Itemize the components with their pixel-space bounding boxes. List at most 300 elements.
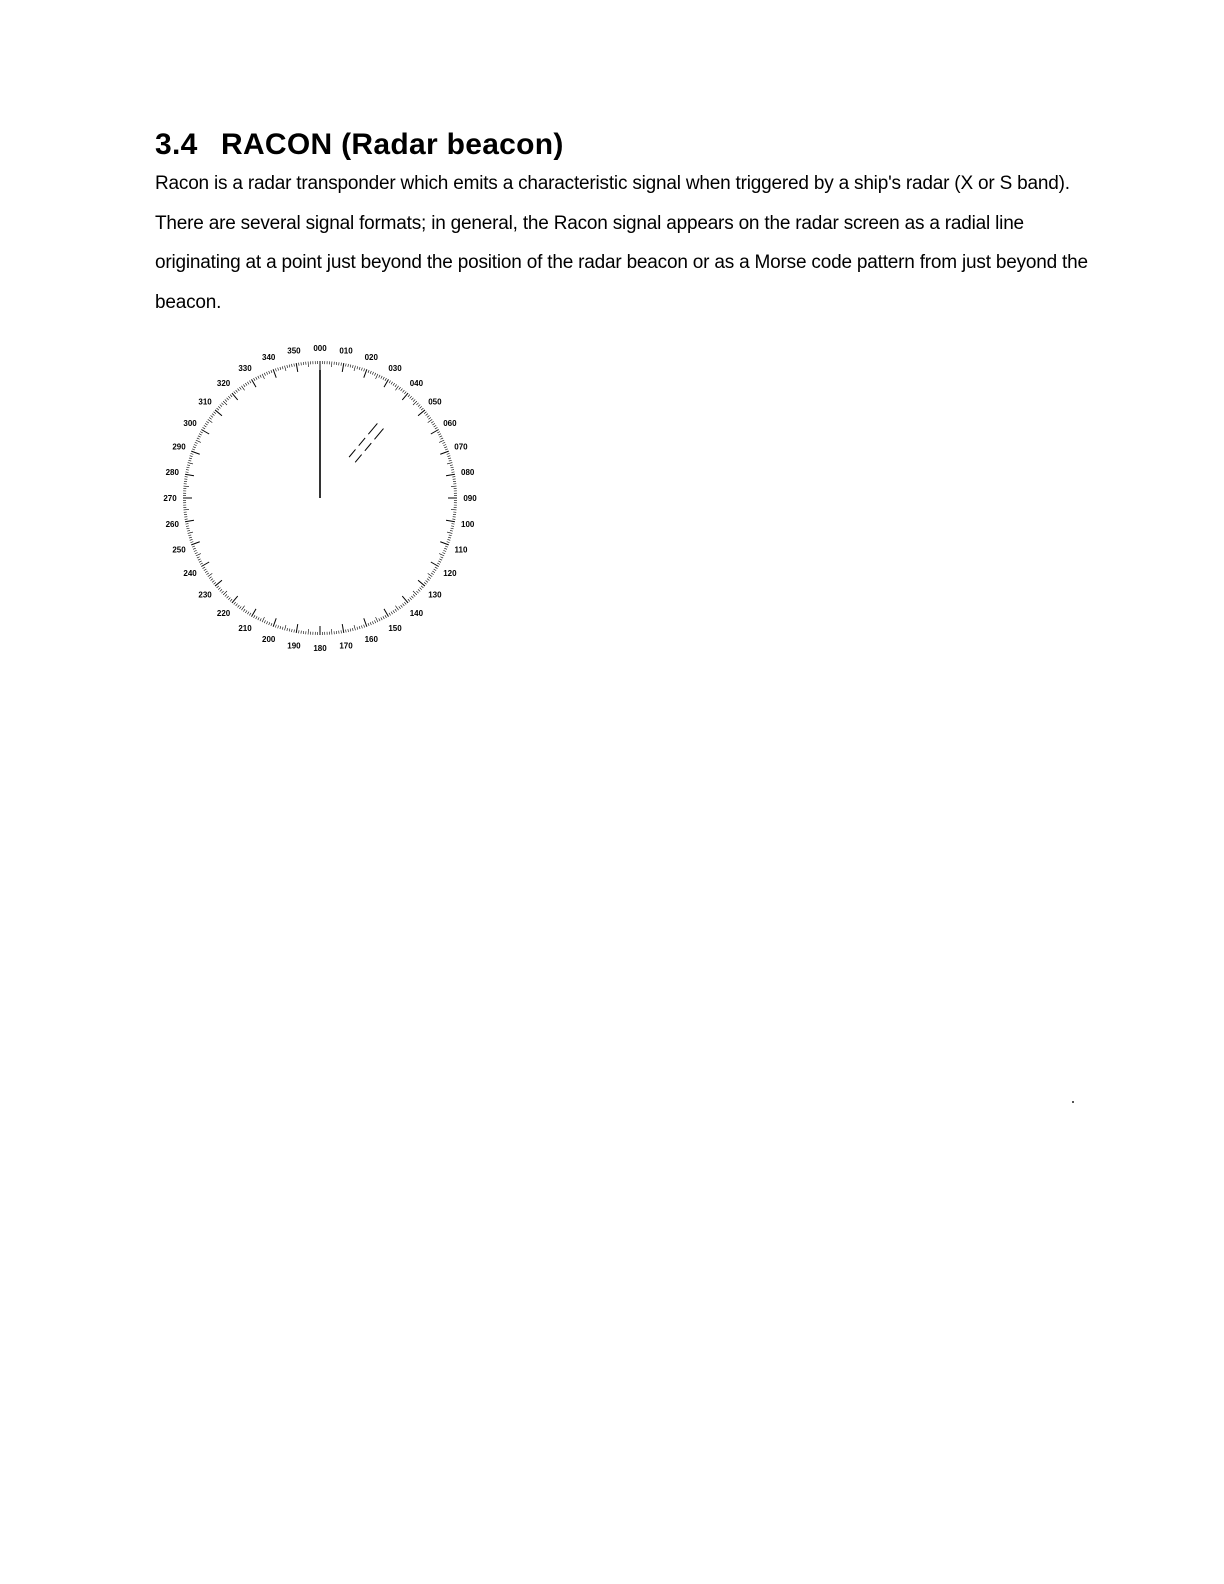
bearing-tick xyxy=(223,591,227,595)
bearing-tick xyxy=(249,381,251,384)
bearing-tick xyxy=(447,456,450,457)
bearing-tick xyxy=(450,465,453,466)
bearing-tick xyxy=(361,625,362,628)
bearing-tick xyxy=(354,625,355,630)
bearing-tick xyxy=(416,403,418,405)
bearing-tick xyxy=(273,618,276,626)
bearing-tick xyxy=(408,599,410,601)
bearing-tick xyxy=(432,571,435,573)
bearing-tick xyxy=(352,365,353,368)
bearing-tick xyxy=(384,379,389,387)
bearing-tick xyxy=(227,596,229,598)
bearing-tick xyxy=(187,528,190,529)
bearing-tick xyxy=(190,456,193,457)
bearing-tick xyxy=(428,577,430,579)
bearing-label: 290 xyxy=(172,442,186,452)
bearing-label: 180 xyxy=(313,644,327,653)
bearing-tick xyxy=(424,412,426,414)
bearing-label: 190 xyxy=(287,641,301,651)
bearing-tick xyxy=(357,627,358,630)
bearing-tick xyxy=(256,377,257,380)
bearing-tick xyxy=(395,609,397,611)
bearing-label: 130 xyxy=(428,590,442,600)
bearing-tick xyxy=(232,596,238,603)
bearing-tick xyxy=(280,367,281,370)
bearing-tick xyxy=(424,582,426,584)
bearing-label: 080 xyxy=(461,467,475,477)
bearing-tick xyxy=(249,613,251,616)
bearing-tick xyxy=(271,370,272,373)
bearing-tick xyxy=(444,447,447,448)
bearing-label: 340 xyxy=(262,353,276,363)
bearing-tick xyxy=(368,370,369,373)
bearing-tick xyxy=(186,526,189,527)
bearing-tick xyxy=(234,602,236,604)
bearing-tick xyxy=(381,617,382,620)
bearing-label: 040 xyxy=(409,379,424,389)
bearing-tick xyxy=(188,535,191,536)
bearing-tick xyxy=(258,376,259,379)
bearing-tick xyxy=(372,372,373,375)
bearing-tick xyxy=(364,625,365,628)
bearing-tick xyxy=(296,624,298,633)
bearing-tick xyxy=(435,427,438,429)
bearing-tick xyxy=(287,628,288,631)
bearing-tick xyxy=(234,392,236,394)
bearing-tick xyxy=(241,606,244,611)
bearing-tick xyxy=(188,463,193,464)
bearing-tick xyxy=(420,588,422,590)
bearing-tick xyxy=(439,440,444,442)
bearing-label: 010 xyxy=(339,346,353,356)
bearing-tick xyxy=(190,539,193,540)
bearing-tick xyxy=(426,414,428,416)
bearing-tick xyxy=(294,364,295,367)
bearing-tick xyxy=(437,432,440,433)
bearing-tick xyxy=(447,453,450,454)
bearing-tick xyxy=(199,561,202,562)
bearing-tick xyxy=(245,610,247,613)
bearing-tick xyxy=(393,383,395,386)
bearing-tick xyxy=(201,562,209,567)
racon-dash xyxy=(365,443,371,451)
bearing-tick xyxy=(383,377,384,380)
bearing-tick xyxy=(381,376,382,379)
bearing-tick xyxy=(275,625,276,628)
bearing-tick xyxy=(432,423,435,425)
bearing-tick xyxy=(191,542,199,545)
bearing-tick xyxy=(247,382,249,385)
bearing-tick xyxy=(393,610,395,613)
bearing-label: 020 xyxy=(364,353,378,363)
bearing-tick xyxy=(256,616,257,619)
bearing-tick xyxy=(215,410,222,416)
bearing-tick xyxy=(404,602,406,604)
bearing-tick xyxy=(420,406,422,408)
bearing-tick xyxy=(413,399,415,401)
bearing-tick xyxy=(254,378,255,381)
bearing-label: 350 xyxy=(287,346,301,356)
bearing-tick xyxy=(294,630,295,633)
bearing-tick xyxy=(375,373,376,376)
bearing-tick xyxy=(211,416,213,418)
bearing-tick xyxy=(269,622,270,625)
racon-dash xyxy=(355,455,361,463)
bearing-tick xyxy=(214,412,216,414)
bearing-tick xyxy=(187,467,190,468)
bearing-tick xyxy=(296,363,298,372)
bearing-tick xyxy=(426,581,428,583)
bearing-tick xyxy=(190,453,193,454)
bearing-tick xyxy=(266,372,267,375)
bearing-label: 090 xyxy=(463,494,477,503)
bearing-tick xyxy=(431,421,433,423)
bearing-tick xyxy=(241,386,244,391)
bearing-tick xyxy=(411,596,413,598)
bearing-tick xyxy=(364,368,365,371)
bearing-tick xyxy=(187,530,190,531)
bearing-tick xyxy=(264,620,265,623)
bearing-tick xyxy=(271,623,272,626)
racon-dash xyxy=(359,438,365,446)
bearing-tick xyxy=(402,596,408,603)
bearing-tick xyxy=(200,563,203,564)
bearing-tick xyxy=(238,605,240,607)
stray-dot xyxy=(1072,1101,1074,1103)
bearing-tick xyxy=(194,550,197,551)
bearing-label: 310 xyxy=(198,397,212,407)
bearing-tick xyxy=(230,395,232,397)
body-paragraph: Racon is a radar transponder which emits a characteristic signal when triggered by a ship's radar (X or S band). There are several signal formats; in general, the Racon signal appears on the radar screen as a radial line originating at a point just beyond the position of the radar beacon or as a Morse code pattern from just beyond the beacon. xyxy=(155,173,1088,313)
bearing-label: 220 xyxy=(216,608,231,618)
bearing-tick xyxy=(205,423,208,425)
bearing-tick xyxy=(204,569,207,571)
bearing-tick xyxy=(408,395,410,397)
bearing-label: 120 xyxy=(443,569,457,578)
bearing-tick xyxy=(440,542,448,545)
bearing-tick xyxy=(446,474,455,476)
bearing-tick xyxy=(357,366,358,369)
bearing-tick xyxy=(201,430,209,435)
bearing-tick xyxy=(278,368,279,371)
bearing-tick xyxy=(221,591,223,593)
bearing-tick xyxy=(185,520,194,522)
bearing-label: 240 xyxy=(183,569,197,578)
bearing-tick xyxy=(451,470,454,471)
bearing-tick xyxy=(384,609,389,617)
bearing-tick xyxy=(206,573,208,575)
bearing-tick xyxy=(204,425,207,427)
bearing-label: 060 xyxy=(443,419,457,428)
bearing-tick xyxy=(196,554,201,556)
bearing-tick xyxy=(385,615,386,618)
bearing-tick xyxy=(230,599,232,601)
bearing-tick xyxy=(364,369,367,377)
bearing-tick xyxy=(266,621,267,624)
bearing-tick xyxy=(225,594,227,596)
bearing-tick xyxy=(445,449,448,450)
bearing-tick xyxy=(247,612,249,615)
bearing-tick xyxy=(395,384,397,386)
bearing-tick xyxy=(443,444,446,445)
bearing-tick xyxy=(379,375,380,378)
bearing-tick xyxy=(370,622,371,625)
bearing-tick xyxy=(239,606,241,608)
bearing-tick xyxy=(186,524,189,525)
bearing-tick xyxy=(185,474,194,476)
bearing-tick xyxy=(437,563,440,564)
bearing-tick xyxy=(239,387,241,389)
bearing-tick xyxy=(410,598,412,600)
bearing-tick xyxy=(428,419,433,422)
radar-display-figure xyxy=(150,335,495,670)
bearing-tick xyxy=(190,542,193,543)
bearing-tick xyxy=(198,559,201,560)
bearing-tick xyxy=(232,393,238,400)
racon-dash xyxy=(368,423,377,434)
bearing-tick xyxy=(359,626,360,629)
bearing-label: 270 xyxy=(163,494,177,503)
bearing-tick xyxy=(200,432,203,433)
bearing-tick xyxy=(451,528,454,529)
bearing-tick xyxy=(194,444,197,445)
bearing-tick xyxy=(364,618,367,626)
bearing-tick xyxy=(402,393,408,400)
bearing-tick xyxy=(220,589,222,591)
bearing-tick xyxy=(195,442,198,443)
bearing-tick xyxy=(346,630,347,633)
bearing-tick xyxy=(264,373,265,376)
bearing-tick xyxy=(391,382,393,385)
bearing-tick xyxy=(260,375,261,378)
radar-display xyxy=(150,335,495,665)
bearing-tick xyxy=(254,615,255,618)
bearing-tick xyxy=(431,573,433,575)
bearing-tick xyxy=(348,629,349,632)
racon-dash xyxy=(349,449,355,457)
bearing-label: 280 xyxy=(165,467,179,477)
bearing-tick xyxy=(289,365,290,368)
bearing-tick xyxy=(359,367,360,370)
bearing-tick xyxy=(189,458,192,459)
bearing-tick xyxy=(421,408,423,410)
bearing-tick xyxy=(399,606,401,608)
bearing-tick xyxy=(209,577,211,579)
bearing-label: 260 xyxy=(165,520,179,530)
bearing-tick xyxy=(428,417,430,419)
bearing-tick xyxy=(446,520,455,522)
bearing-tick xyxy=(269,371,270,374)
bearing-label: 210 xyxy=(238,623,252,633)
bearing-tick xyxy=(383,616,384,619)
bearing-tick xyxy=(236,604,238,606)
section-number: 3.4 xyxy=(155,128,198,161)
bearing-label: 140 xyxy=(409,608,424,618)
bearing-tick xyxy=(215,580,222,586)
bearing-label: 200 xyxy=(262,634,276,644)
bearing-tick xyxy=(447,463,452,464)
bearing-label: 070 xyxy=(454,442,468,452)
bearing-tick xyxy=(350,365,351,368)
bearing-tick xyxy=(410,396,412,398)
bearing-tick xyxy=(342,624,344,633)
bearing-tick xyxy=(427,416,429,418)
bearing-tick xyxy=(379,618,380,621)
bearing-tick xyxy=(450,530,453,531)
bearing-tick xyxy=(252,379,257,387)
bearing-label: 250 xyxy=(172,545,186,555)
bearing-tick xyxy=(445,546,448,547)
bearing-tick xyxy=(285,625,286,630)
bearing-tick xyxy=(389,613,391,616)
bearing-tick xyxy=(438,434,441,435)
bearing-tick xyxy=(354,366,355,371)
bearing-tick xyxy=(342,363,344,372)
bearing-tick xyxy=(208,573,213,576)
bearing-label: 330 xyxy=(238,364,252,374)
bearing-tick xyxy=(189,537,192,538)
bearing-label: 030 xyxy=(388,364,402,374)
racon-dash xyxy=(374,429,383,440)
bearing-label: 160 xyxy=(364,634,378,644)
bearing-tick xyxy=(217,586,219,588)
bearing-tick xyxy=(197,557,200,558)
bearing-tick xyxy=(206,421,208,423)
bearing-tick xyxy=(431,430,439,435)
bearing-tick xyxy=(448,458,451,459)
bearing-tick xyxy=(223,401,227,405)
bearing-tick xyxy=(404,392,406,394)
bearing-tick xyxy=(209,417,211,419)
bearing-tick xyxy=(451,467,454,468)
bearing-tick xyxy=(287,365,288,368)
bearing-label: 150 xyxy=(388,623,402,633)
bearing-tick xyxy=(391,612,393,615)
bearing-tick xyxy=(361,368,362,371)
bearing-tick xyxy=(238,389,240,391)
bearing-tick xyxy=(395,606,398,611)
bearing-tick xyxy=(225,399,227,401)
bearing-tick xyxy=(186,472,189,473)
bearing-tick xyxy=(401,605,403,607)
bearing-tick xyxy=(389,381,391,384)
bearing-tick xyxy=(399,387,401,389)
bearing-tick xyxy=(289,629,290,632)
bearing-tick xyxy=(262,374,264,379)
bearing-tick xyxy=(447,532,452,533)
bearing-tick xyxy=(262,617,264,622)
bearing-tick xyxy=(192,546,195,547)
bearing-tick xyxy=(439,436,442,437)
bearing-tick xyxy=(252,609,257,617)
bearing-tick xyxy=(350,629,351,632)
bearing-tick xyxy=(451,526,454,527)
bearing-tick xyxy=(440,451,448,454)
bearing-tick xyxy=(413,594,415,596)
bearing-tick xyxy=(416,591,418,593)
bearing-tick xyxy=(370,371,371,374)
section-heading xyxy=(155,128,564,162)
bearing-tick xyxy=(205,571,208,573)
bearing-tick xyxy=(186,470,189,471)
bearing-tick xyxy=(218,406,220,408)
bearing-tick xyxy=(447,542,450,543)
bearing-tick xyxy=(375,620,376,623)
bearing-tick xyxy=(193,548,196,549)
section-title: RACON (Radar beacon) xyxy=(221,128,564,161)
bearing-tick xyxy=(346,364,347,367)
bearing-tick xyxy=(245,383,247,386)
bearing-tick xyxy=(368,623,369,626)
bearing-tick xyxy=(435,567,438,569)
bearing-tick xyxy=(192,449,195,450)
bearing-tick xyxy=(395,386,398,391)
bearing-tick xyxy=(228,396,230,398)
bearing-tick xyxy=(440,557,443,558)
bearing-tick xyxy=(228,598,230,600)
bearing-tick xyxy=(452,472,455,473)
bearing-tick xyxy=(452,524,455,525)
bearing-tick xyxy=(292,629,293,632)
bearing-tick xyxy=(434,425,437,427)
bearing-tick xyxy=(413,401,417,405)
bearing-tick xyxy=(212,414,214,416)
bearing-tick xyxy=(418,580,425,586)
bearing-tick xyxy=(198,436,201,437)
bearing-label: 320 xyxy=(216,379,231,389)
bearing-tick xyxy=(439,554,444,556)
bearing-tick xyxy=(448,537,451,538)
bearing-tick xyxy=(292,364,293,367)
bearing-tick xyxy=(403,604,405,606)
bearing-tick xyxy=(438,561,441,562)
bearing-tick xyxy=(220,405,222,407)
bearing-tick xyxy=(203,427,206,429)
bearing-tick xyxy=(214,582,216,584)
bearing-tick xyxy=(282,366,283,369)
racon-morse-dashes xyxy=(349,423,383,462)
bearing-tick xyxy=(243,384,245,386)
bearing-tick xyxy=(418,405,420,407)
bearing-tick xyxy=(187,465,190,466)
bearing-tick xyxy=(428,573,433,576)
bearing-tick xyxy=(236,390,238,392)
bearing-tick xyxy=(431,562,439,567)
bearing-tick xyxy=(280,626,281,629)
bearing-tick xyxy=(449,460,452,461)
bearing-label: 050 xyxy=(428,397,442,407)
bearing-label: 300 xyxy=(183,419,197,428)
bearing-tick xyxy=(401,389,403,391)
bearing-tick xyxy=(203,567,206,569)
bearing-tick xyxy=(418,410,425,416)
bearing-tick xyxy=(227,398,229,400)
bearing-tick xyxy=(434,569,437,571)
bearing-tick xyxy=(212,581,214,583)
bearing-tick xyxy=(372,621,373,624)
bearing-tick xyxy=(218,588,220,590)
bearing-tick xyxy=(418,589,420,591)
bearing-tick xyxy=(385,378,386,381)
bearing-tick xyxy=(376,617,378,622)
bearing-tick xyxy=(285,366,286,371)
bearing-tick xyxy=(421,586,423,588)
bearing-tick xyxy=(221,403,223,405)
bearing-label: 100 xyxy=(461,520,475,530)
bearing-tick xyxy=(447,539,450,540)
bearing-tick xyxy=(427,579,429,581)
bearing-tick xyxy=(444,548,447,549)
